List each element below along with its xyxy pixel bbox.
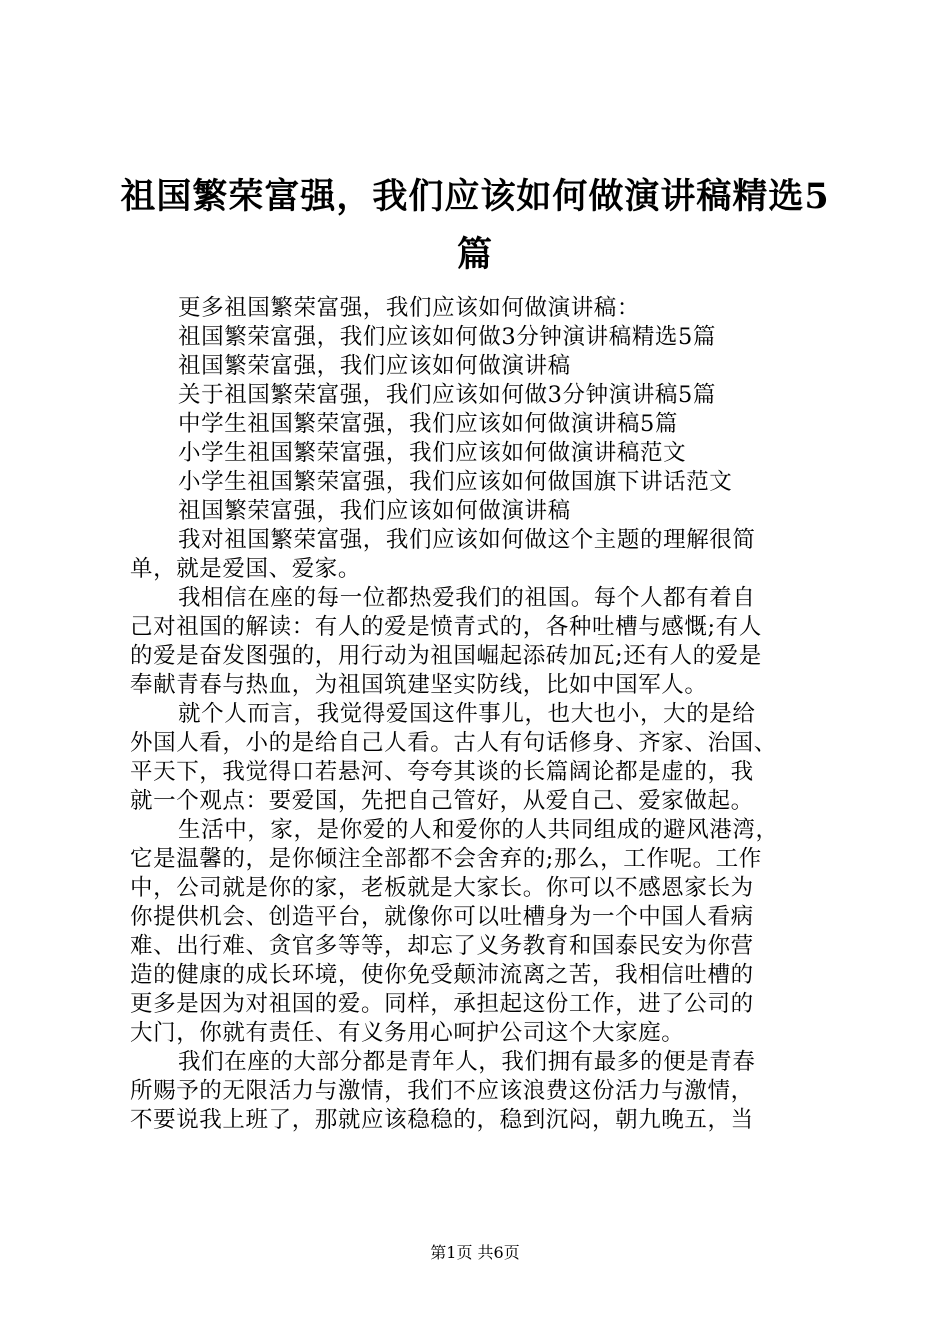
- paragraph-2: [130, 584, 835, 700]
- paragraph-3: [130, 700, 835, 816]
- document-body: [130, 294, 835, 1135]
- paragraph-line: 就一个观点：要爱国，先把自己管好，从爱自己、爱家做起。: [130, 788, 754, 814]
- related-link[interactable]: 中学生祖国繁荣富强，我们应该如何做演讲稿5篇: [178, 411, 679, 437]
- paragraph-line: 的爱是奋发图强的，用行动为祖国崛起添砖加瓦;还有人的爱是: [130, 643, 762, 669]
- title-line: 祖国繁荣富强，我们应该如何做演讲稿精选5: [120, 176, 830, 217]
- paragraph-1: [130, 526, 835, 584]
- paragraph-4: [130, 816, 835, 1048]
- related-link[interactable]: 关于祖国繁荣富强，我们应该如何做3分钟演讲稿5篇: [178, 382, 717, 408]
- related-link[interactable]: 祖国繁荣富强，我们应该如何做3分钟演讲稿精选5篇: [178, 324, 717, 350]
- paragraph-line: 己对祖国的解读：有人的爱是愤青式的，各种吐槽与感慨;有人: [130, 614, 762, 640]
- paragraph-line: 中，公司就是你的家，老板就是大家长。你可以不感恩家长为: [130, 875, 754, 901]
- paragraph-line: 我相信在座的每一位都热爱我们的祖国。每个人都有着自: [178, 585, 756, 611]
- paragraph-line: 你提供机会、创造平台，就像你可以吐槽身为一个中国人看病: [130, 904, 754, 930]
- paragraph-line: 外国人看，小的是给自己人看。古人有句话修身、齐家、治国、: [130, 730, 777, 756]
- title-line: 篇: [456, 234, 493, 275]
- paragraph-line: 更多是因为对祖国的爱。同样，承担起这份工作，进了公司的: [130, 991, 754, 1017]
- related-link[interactable]: 祖国繁荣富强，我们应该如何做演讲稿: [178, 353, 571, 379]
- paragraph-line: 我对祖国繁荣富强，我们应该如何做这个主题的理解很简: [178, 527, 756, 553]
- paragraph-line: 奉献青春与热血，为祖国筑建坚实防线，比如中国军人。: [130, 672, 708, 698]
- paragraph-line: 不要说我上班了，那就应该稳稳的，稳到沉闷，朝九晚五，当: [130, 1107, 754, 1133]
- paragraph-5: [130, 1048, 835, 1135]
- document-title: [120, 168, 830, 284]
- related-links-heading: 更多祖国繁荣富强，我们应该如何做演讲稿：: [178, 295, 641, 321]
- paragraph-line: 我们在座的大部分都是青年人，我们拥有最多的便是青春: [178, 1049, 756, 1075]
- related-link[interactable]: 小学生祖国繁荣富强，我们应该如何做国旗下讲话范文: [178, 469, 733, 495]
- related-links-list: [130, 294, 835, 526]
- paragraph-line: 生活中，家，是你爱的人和爱你的人共同组成的避风港湾，: [178, 817, 779, 843]
- related-link[interactable]: 小学生祖国繁荣富强，我们应该如何做演讲稿范文: [178, 440, 687, 466]
- paragraph-line: 造的健康的成长环境，使你免受颠沛流离之苦，我相信吐槽的: [130, 962, 754, 988]
- page-number: 第1页 共6页: [430, 1243, 520, 1262]
- paragraph-line: 大门，你就有责任、有义务用心呵护公司这个大家庭。: [130, 1020, 685, 1046]
- paragraph-line: 难、出行难、贪官多等等，却忘了义务教育和国泰民安为你营: [130, 933, 754, 959]
- paragraph-line: 所赐予的无限活力与激情，我们不应该浪费这份活力与激情，: [130, 1078, 754, 1104]
- related-link[interactable]: 祖国繁荣富强，我们应该如何做演讲稿: [178, 498, 571, 524]
- page-footer: [0, 1243, 950, 1263]
- paragraph-line: 单，就是爱国、爱家。: [130, 556, 362, 582]
- paragraph-line: 它是温馨的，是你倾注全部都不会舍弃的;那么，工作呢。工作: [130, 846, 762, 872]
- paragraph-line: 就个人而言，我觉得爱国这件事儿，也大也小，大的是给: [178, 701, 756, 727]
- paragraph-line: 平天下，我觉得口若悬河、夸夸其谈的长篇阔论都是虚的，我: [130, 759, 754, 785]
